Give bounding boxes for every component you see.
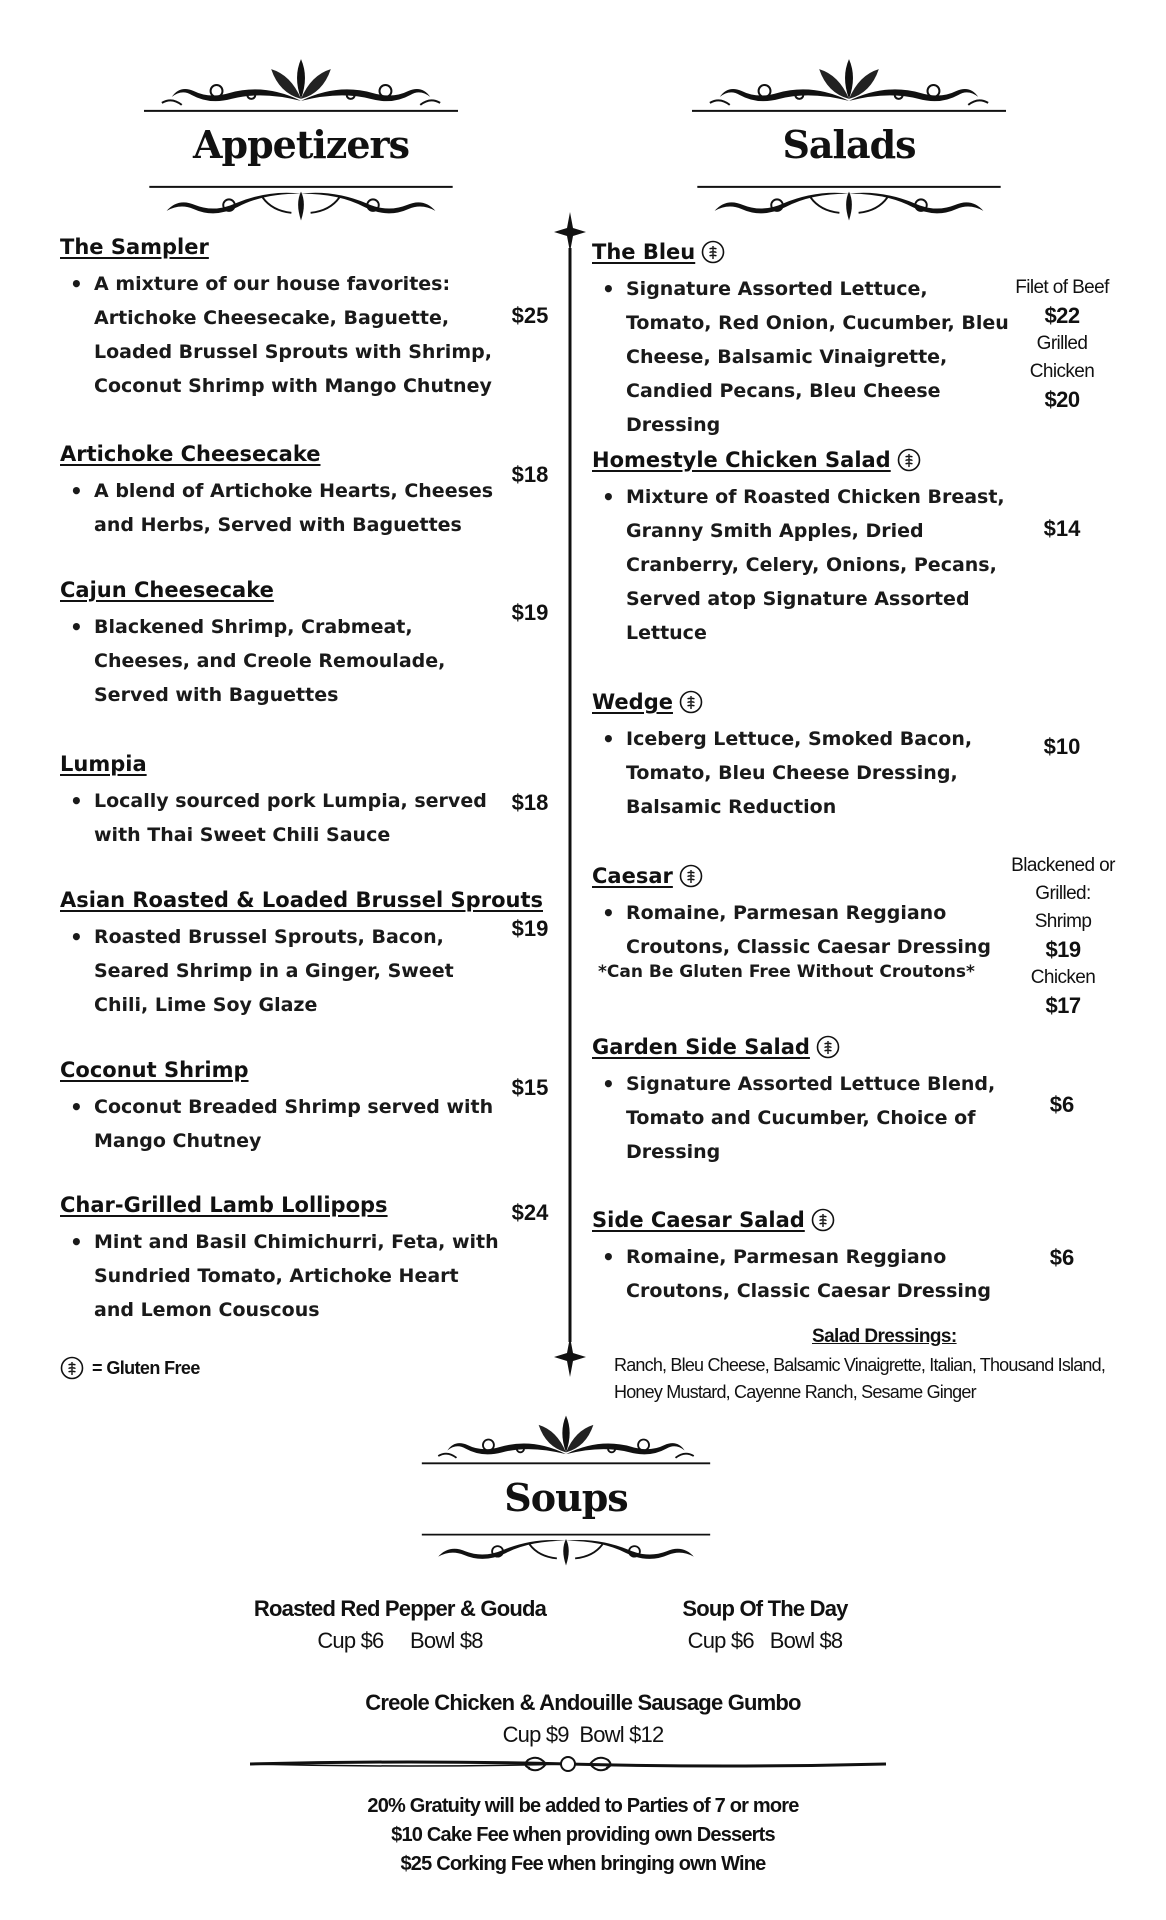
item-name: Lumpia xyxy=(60,752,147,776)
dressings-list xyxy=(614,1352,1164,1406)
soups-title: Soups xyxy=(504,1475,628,1520)
item-price: $19 xyxy=(511,916,549,941)
soups-ornament-top xyxy=(420,1412,712,1467)
salads-ornament-top xyxy=(690,55,1008,115)
dressings-line: Ranch, Bleu Cheese, Balsamic Vinaigrette, Italian, Thousand Island, xyxy=(614,1355,1106,1375)
dressings-line: Honey Mustard, Cayenne Ranch, Sesame Ginger xyxy=(614,1382,976,1402)
appetizer-item xyxy=(60,1193,500,1327)
item-description: • Signature Assorted Lettuce Blend, Tomato and Cucumber, Choice of Dressing xyxy=(592,1067,1012,1169)
price-option-label: Grilled: xyxy=(1035,883,1091,904)
appetizers-ornament-top xyxy=(142,55,460,115)
appetizers-title: Appetizers xyxy=(193,122,409,167)
item-name: Coconut Shrimp xyxy=(60,1058,249,1082)
salad-item xyxy=(592,240,1012,442)
soup-item xyxy=(283,1687,883,1751)
price-option-value: $22 xyxy=(1044,303,1080,328)
item-price-options xyxy=(998,852,1128,1020)
dressings-title: Salad Dressings: xyxy=(812,1326,957,1347)
item-description: • Blackened Shrimp, Crabmeat, Cheeses, and Creole Remoulade, Served with Baguettes xyxy=(60,610,500,712)
soup-name: Creole Chicken & Andouille Sausage Gumbo xyxy=(365,1690,801,1715)
item-description: • Romaine, Parmesan Reggiano Croutons, Classic Caesar Dressing xyxy=(592,896,1006,964)
salads-ornament-bottom xyxy=(690,184,1008,232)
footer-gratuity-note: 20% Gratuity will be added to Parties of 7 or more xyxy=(367,1795,799,1817)
item-description: • Roasted Brussel Sprouts, Bacon, Seared Shrimp in a Ginger, Sweet Chili, Lime Soy Glaze xyxy=(60,920,505,1022)
item-price: $18 xyxy=(511,462,549,487)
item-price: $24 xyxy=(511,1200,549,1225)
item-description: • Signature Assorted Lettuce, Tomato, Red Onion, Cucumber, Bleu Cheese, Balsamic Vinaigrette, Candied Pecans, Bleu Cheese Dressing xyxy=(592,272,1012,442)
item-name: Garden Side Salad xyxy=(592,1035,810,1059)
soup-name: Soup Of The Day xyxy=(682,1596,848,1621)
item-name: The Sampler xyxy=(60,235,209,259)
price-option-label: Filet of Beef xyxy=(1015,277,1109,298)
price-option-label: Grilled xyxy=(1036,333,1088,354)
item-description: • Mixture of Roasted Chicken Breast, Granny Smith Apples, Dried Cranberry, Celery, Onions, Pecans, Served atop Signature Assorted Lettuce xyxy=(592,480,1012,650)
price-option-label: Chicken xyxy=(1029,361,1095,382)
item-description: • Locally sourced pork Lumpia, served with Thai Sweet Chili Sauce xyxy=(60,784,500,852)
item-price: $6 xyxy=(1049,1245,1075,1270)
salad-item xyxy=(592,448,1012,650)
item-name: Caesar xyxy=(592,864,673,888)
soup-prices: Cup $6 Bowl $8 xyxy=(687,1628,843,1653)
legend-text: = Gluten Free xyxy=(92,1357,200,1378)
soups-ornament-bottom xyxy=(420,1532,712,1576)
appetizers-ornament-bottom xyxy=(142,184,460,232)
item-price: $19 xyxy=(511,600,549,625)
item-price: $25 xyxy=(511,303,549,328)
footer-corking-fee-note: $25 Corking Fee when bringing own Wine xyxy=(400,1853,766,1875)
price-option-value: $17 xyxy=(1045,993,1081,1018)
item-name: Homestyle Chicken Salad xyxy=(592,448,891,472)
wheat-circle-icon xyxy=(60,1356,84,1380)
item-price: $15 xyxy=(511,1075,549,1100)
item-description: • Romaine, Parmesan Reggiano Croutons, Classic Caesar Dressing xyxy=(592,1240,1012,1308)
item-price: $10 xyxy=(1043,734,1081,759)
salad-item xyxy=(592,1035,1012,1169)
gluten-free-legend xyxy=(60,1356,200,1380)
footer-divider xyxy=(250,1752,886,1776)
appetizer-item xyxy=(60,442,500,542)
item-description: • Iceberg Lettuce, Smoked Bacon, Tomato, Bleu Cheese Dressing, Balsamic Reduction xyxy=(592,722,1012,824)
soup-item xyxy=(230,1593,570,1657)
price-option-label: Shrimp xyxy=(1034,911,1092,932)
item-description: • A blend of Artichoke Hearts, Cheeses and Herbs, Served with Baguettes xyxy=(60,474,500,542)
item-price: $6 xyxy=(1049,1092,1075,1117)
item-name: Artichoke Cheesecake xyxy=(60,442,321,466)
wheat-circle-icon xyxy=(679,690,703,714)
footer-cake-fee-note: $10 Cake Fee when providing own Desserts xyxy=(391,1824,775,1846)
soup-prices: Cup $9 Bowl $12 xyxy=(502,1722,664,1747)
salads-title: Salads xyxy=(782,122,916,167)
item-name: Side Caesar Salad xyxy=(592,1208,805,1232)
item-price-options xyxy=(1002,274,1122,414)
appetizer-item xyxy=(60,578,500,712)
item-note: *Can Be Gluten Free Without Croutons* xyxy=(598,962,975,982)
appetizer-item xyxy=(60,1058,500,1158)
item-description: • Mint and Basil Chimichurri, Feta, with Sundried Tomato, Artichoke Heart and Lemon Couscous xyxy=(60,1225,500,1327)
wheat-circle-icon xyxy=(679,864,703,888)
salad-item xyxy=(592,1208,1012,1308)
item-name: Cajun Cheesecake xyxy=(60,578,274,602)
item-name: Char-Grilled Lamb Lollipops xyxy=(60,1193,388,1217)
item-description: • Coconut Breaded Shrimp served with Mango Chutney xyxy=(60,1090,500,1158)
appetizer-item xyxy=(60,752,500,852)
price-option-label: Blackened or xyxy=(1011,855,1115,876)
price-option-value: $20 xyxy=(1044,387,1080,412)
wheat-circle-icon xyxy=(816,1035,840,1059)
salad-item xyxy=(592,864,1012,982)
soup-item xyxy=(640,1593,890,1657)
wheat-circle-icon xyxy=(897,448,921,472)
salad-item xyxy=(592,690,1012,824)
appetizer-item xyxy=(60,235,500,403)
item-name: The Bleu xyxy=(592,240,696,264)
item-name: Asian Roasted & Loaded Brussel Sprouts xyxy=(60,888,543,912)
item-description: • A mixture of our house favorites: Artichoke Cheesecake, Baguette, Loaded Brussel Sprouts with Shrimp, Coconut Shrimp with Mango Chutney xyxy=(60,267,500,403)
item-name: Wedge xyxy=(592,690,673,714)
price-option-value: $19 xyxy=(1045,937,1081,962)
wheat-circle-icon xyxy=(701,240,725,264)
wheat-circle-icon xyxy=(811,1208,835,1232)
soup-name: Roasted Red Pepper & Gouda xyxy=(253,1596,547,1621)
soup-prices: Cup $6 Bowl $8 xyxy=(317,1628,483,1653)
item-price: $18 xyxy=(511,790,549,815)
price-option-label: Chicken xyxy=(1030,967,1096,988)
item-price: $14 xyxy=(1043,516,1081,541)
